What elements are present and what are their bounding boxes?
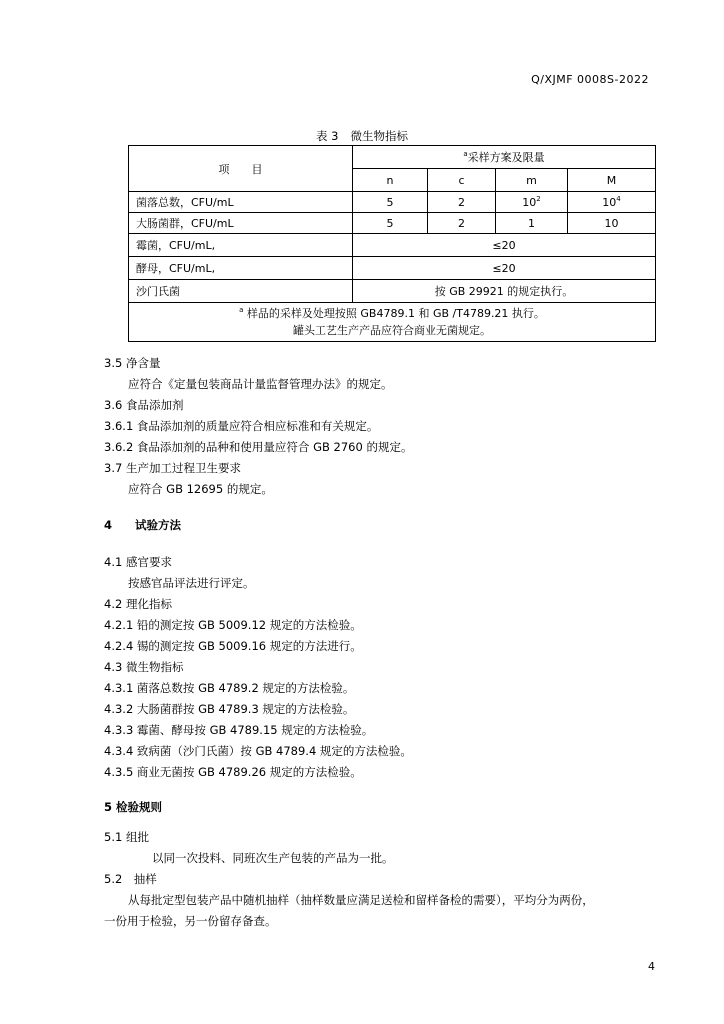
section-5-1-heading: 5.1 组批 [104, 830, 149, 844]
table-note [129, 303, 656, 342]
row-n: 5 [353, 213, 428, 234]
table-row [129, 192, 656, 213]
row-limit: ≤20 [353, 234, 656, 257]
header-m: m [496, 169, 568, 192]
section-3-7-heading: 3.7 生产加工过程卫生要求 [104, 461, 241, 475]
section-4-2-1: 4.2.1 铅的测定按 GB 5009.12 规定的方法检验。 [104, 618, 362, 632]
section-4-3-3: 4.3.3 霉菌、酵母按 GB 4789.15 规定的方法检验。 [104, 723, 374, 737]
row-c: 2 [428, 213, 496, 234]
section-4-3-heading: 4.3 微生物指标 [104, 660, 184, 674]
standard-code: Q/XJMF 0008S-2022 [531, 73, 649, 86]
section-4-3-1: 4.3.1 菌落总数按 GB 4789.2 规定的方法检验。 [104, 681, 355, 695]
row-limit: ≤20 [353, 257, 656, 280]
row-m: $10^2$ [496, 192, 568, 213]
header-n: n [353, 169, 428, 192]
section-5-2-heading: 5.2 抽样 [104, 872, 157, 886]
table-row [129, 257, 656, 280]
header-M: M [568, 169, 656, 192]
sampling-plan-header: $^a$采样方案及限量 [353, 146, 656, 169]
table-row [129, 234, 656, 257]
row-m: 1 [496, 213, 568, 234]
row-item: 霉菌，CFU/mL, [129, 234, 353, 257]
section-3-5-text: 应符合《定量包装商品计量监督管理办法》的规定。 [128, 377, 393, 391]
section-4-2-heading: 4.2 理化指标 [104, 597, 172, 611]
section-3-6-1: 3.6.1 食品添加剂的质量应符合相应标准和有关规定。 [104, 419, 379, 433]
row-M: 10 [568, 213, 656, 234]
item-header: 项 目 [129, 146, 353, 192]
section-3-6-2: 3.6.2 食品添加剂的品种和使用量应符合 GB 2760 的规定。 [104, 440, 413, 454]
table-note-line-1: $^a$ 样品的采样及处理按照 GB4789.1 和 GB /T4789.21 执行。 [239, 306, 545, 320]
section-3-7-text: 应符合 GB 12695 的规定。 [128, 482, 273, 496]
row-n: 5 [353, 192, 428, 213]
section-4-2-4: 4.2.4 锡的测定按 GB 5009.16 规定的方法进行。 [104, 639, 362, 653]
row-limit: 按 GB 29921 的规定执行。 [353, 280, 656, 303]
table-caption [0, 128, 724, 144]
row-item: 菌落总数，CFU/mL [129, 192, 353, 213]
table-note-line-2: 罐头工艺生产产品应符合商业无菌规定。 [293, 324, 492, 337]
section-5-1-text: 以同一次投料、同班次生产包装的产品为一批。 [152, 851, 394, 865]
row-c: 2 [428, 192, 496, 213]
chapter-4-heading: 4 试验方法 [104, 518, 182, 532]
section-4-3-2: 4.3.2 大肠菌群按 GB 4789.3 规定的方法检验。 [104, 702, 355, 716]
table-row [129, 213, 656, 234]
section-3-5-heading: 3.5 净含量 [104, 356, 161, 370]
table-caption-number: 表 3 [316, 129, 339, 143]
section-4-3-5: 4.3.5 商业无菌按 GB 4789.26 规定的方法检验。 [104, 765, 362, 779]
section-5-2-text-1: 从每批定型包装产品中随机抽样（抽样数量应满足送检和留样备检的需要），平均分为两份， [128, 893, 594, 907]
microbiology-table [128, 145, 656, 342]
table-caption-title: 微生物指标 [350, 129, 408, 143]
section-4-1-text: 按感官品评法进行评定。 [128, 576, 255, 590]
section-4-1-heading: 4.1 感官要求 [104, 555, 172, 569]
row-item: 酵母，CFU/mL, [129, 257, 353, 280]
row-M: $10^4$ [568, 192, 656, 213]
header-c: c [428, 169, 496, 192]
row-item: 大肠菌群，CFU/mL [129, 213, 353, 234]
chapter-5-heading: 5 检验规则 [104, 800, 163, 814]
row-item: 沙门氏菌 [129, 280, 353, 303]
section-4-3-4: 4.3.4 致病菌（沙门氏菌）按 GB 4789.4 规定的方法检验。 [104, 744, 412, 758]
table-row [129, 280, 656, 303]
page-number: 4 [648, 960, 655, 973]
section-3-6-heading: 3.6 食品添加剂 [104, 398, 184, 412]
section-5-2-text-2: 一份用于检验，另一份留存备查。 [104, 914, 277, 928]
